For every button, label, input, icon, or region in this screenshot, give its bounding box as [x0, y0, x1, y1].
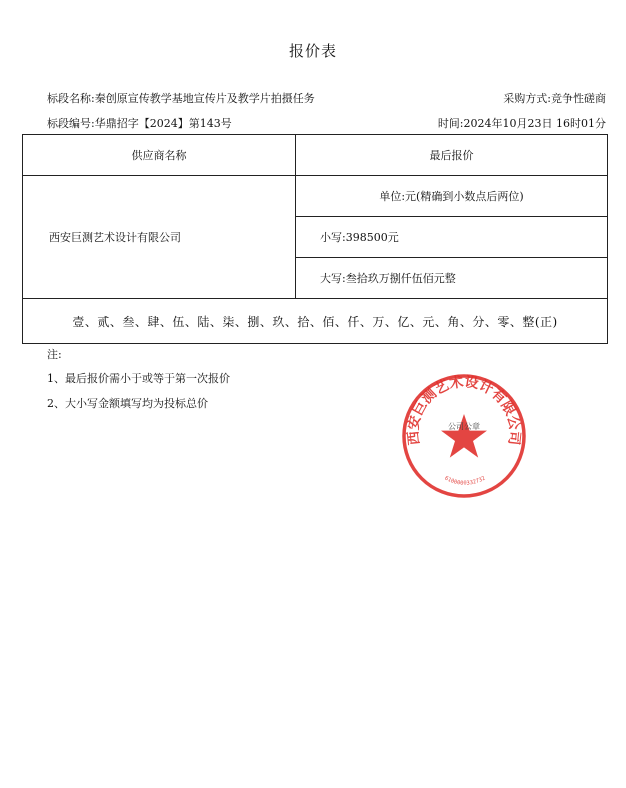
- quote-time: 时间:2024年10月23日 16时01分: [437, 117, 606, 130]
- note-item-2: 2、大小写金额填写均为投标总价: [47, 397, 208, 410]
- price-uppercase: 大写:叁拾玖万捌仟伍佰元整: [296, 258, 608, 299]
- seal-inner-text: 公司公章: [448, 422, 480, 431]
- company-seal-icon: [400, 372, 528, 500]
- header-supplier: 供应商名称: [23, 135, 296, 176]
- quote-table: [22, 134, 608, 344]
- price-lowercase: 小写:398500元: [296, 217, 608, 258]
- procurement-method: 采购方式:竞争性磋商: [503, 92, 606, 105]
- svg-text:6100000332732: [443, 476, 486, 487]
- table-row: [23, 299, 608, 344]
- project-name: 标段名称:秦创原宣传教学基地宣传片及教学片拍摄任务: [47, 92, 315, 105]
- page-title: 报价表: [288, 42, 337, 60]
- seal-code-text: 6100000332732: [443, 475, 487, 487]
- note-item-1: 1、最后报价需小于或等于第一次报价: [47, 372, 230, 385]
- chinese-numerals-reference: 壹、贰、叁、肆、伍、陆、柒、捌、玖、拾、佰、仟、万、亿、元、角、分、零、整(正): [23, 299, 608, 344]
- table-row: [23, 176, 608, 217]
- price-unit: 单位:元(精确到小数点后两位): [296, 176, 608, 217]
- project-code: 标段编号:华鼎招字【2024】第143号: [47, 117, 232, 130]
- supplier-name: 西安巨测艺术设计有限公司: [23, 176, 296, 299]
- table-header-row: [23, 135, 608, 176]
- seal-company-text: 西安巨测艺术设计有限公司: [405, 374, 523, 446]
- notes-heading: 注:: [47, 348, 62, 361]
- header-price: 最后报价: [296, 135, 608, 176]
